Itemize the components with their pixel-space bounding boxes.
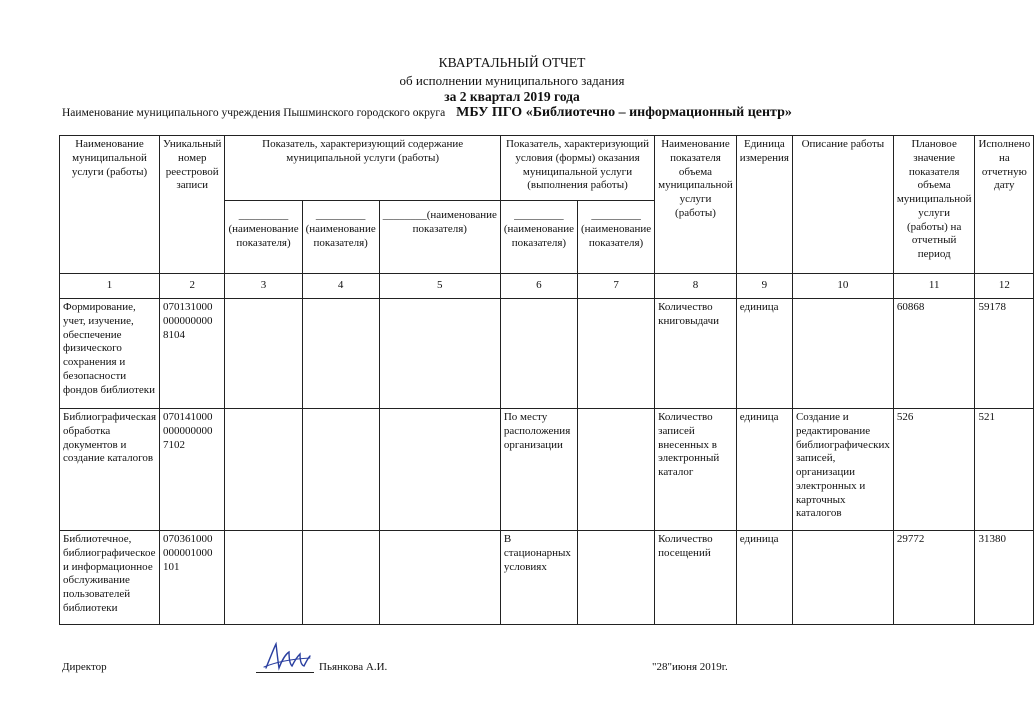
registry-number-part: 070361000: [163, 533, 213, 545]
content-indicator-3: [379, 409, 500, 531]
subheader-col7: _________ (наименование показателя): [578, 201, 655, 274]
subheader-col6: _________ (наименование показателя): [500, 201, 577, 274]
registry-number-part: 070141000: [163, 411, 213, 423]
institution-line: [62, 105, 792, 121]
report-date: "28"июня 2019г.: [652, 661, 728, 673]
conditions-indicator-2: [578, 299, 655, 409]
content-indicator-1: [225, 409, 302, 531]
report-table: [59, 135, 1034, 625]
work-description: [792, 299, 893, 409]
content-indicator-3: [379, 531, 500, 625]
report-period: за 2 квартал 2019 года: [444, 89, 580, 104]
header-volume-indicator: Наименование показателя объема муниципальной услуги (работы): [655, 136, 737, 274]
actual-value: 521: [975, 409, 1034, 531]
registry-number-part: 000000000: [163, 424, 213, 437]
header-actual-value: Исполнено на отчетную дату: [975, 136, 1034, 274]
column-number: 11: [893, 274, 975, 299]
column-number: 2: [160, 274, 225, 299]
header-registry-number: Уникальный номер реестровой записи: [160, 136, 225, 274]
header-conditions-indicator: Показатель, характеризующий условия (формы) оказания муниципальной услуги (выполнения работы): [500, 136, 654, 201]
volume-indicator: Количество посещений: [655, 531, 737, 625]
conditions-indicator-2: [578, 531, 655, 625]
registry-number: [160, 409, 225, 531]
header-planned-value: Плановое значение показателя объема муниципальной услуги (работы) на отчетный период: [893, 136, 975, 274]
content-indicator-2: [302, 531, 379, 625]
planned-value: 60868: [893, 299, 975, 409]
subheader-col3: _________ (наименование показателя): [225, 201, 302, 274]
conditions-indicator-1: [500, 299, 577, 409]
table-row: [60, 531, 1034, 625]
header-content-indicator: Показатель, характеризующий содержание муниципальной услуги (работы): [225, 136, 500, 201]
work-description: [792, 531, 893, 625]
table-row: [60, 409, 1034, 531]
header-row: [60, 136, 1034, 201]
column-number: 4: [302, 274, 379, 299]
actual-value: 59178: [975, 299, 1034, 409]
unit: единица: [736, 299, 792, 409]
registry-number: [160, 531, 225, 625]
registry-number-part: 101: [163, 560, 180, 573]
conditions-indicator-2: [578, 409, 655, 531]
conditions-indicator-1: В стационарных условиях: [500, 531, 577, 625]
column-number: 1: [60, 274, 160, 299]
header-service-name: Наименование муниципальной услуги (работы): [60, 136, 160, 274]
report-title: КВАРТАЛЬНЫЙ ОТЧЕТ: [438, 55, 586, 70]
content-indicator-2: [302, 299, 379, 409]
registry-number-part: 070131000: [163, 301, 213, 313]
registry-number-part: 7102: [163, 438, 186, 451]
work-description: Создание и редактирование библиографических записей, организации электронных и карточных каталогов: [792, 409, 893, 531]
column-number: 7: [578, 274, 655, 299]
unit: единица: [736, 409, 792, 531]
column-number: 9: [736, 274, 792, 299]
conditions-indicator-1: По месту расположения организации: [500, 409, 577, 531]
planned-value: 29772: [893, 531, 975, 625]
column-number: 10: [792, 274, 893, 299]
content-indicator-2: [302, 409, 379, 531]
volume-indicator: Количество записей внесенных в электронный каталог: [655, 409, 737, 531]
signer-name: Пьянкова А.И.: [319, 661, 388, 673]
header-work-description: Описание работы: [792, 136, 893, 274]
content-indicator-3: [379, 299, 500, 409]
content-indicator-1: [225, 531, 302, 625]
table-row: [60, 299, 1034, 409]
column-number: 8: [655, 274, 737, 299]
service-name: Формирование, учет, изучение, обеспечение физического сохранения и безопасности фондов библиотеки: [60, 299, 160, 409]
column-number: 3: [225, 274, 302, 299]
registry-number-part: 8104: [163, 328, 186, 341]
service-name: Библиографическая обработка документов и создание каталогов: [60, 409, 160, 531]
volume-indicator: Количество книговыдачи: [655, 299, 737, 409]
registry-number: [160, 299, 225, 409]
column-number: 6: [500, 274, 577, 299]
institution-name: МБУ ПГО «Библиотечно – информационный центр»: [456, 105, 792, 120]
director-label: Директор: [62, 661, 107, 673]
report-subtitle: об исполнении муниципального задания: [399, 73, 625, 88]
registry-number-part: 000000000: [163, 314, 213, 327]
subheader-col5: ________(наименование показателя): [379, 201, 500, 274]
registry-number-part: 000001000: [163, 546, 213, 559]
institution-label: Наименование муниципального учреждения Пышминского городского округа: [62, 107, 446, 119]
column-numbers-row: [60, 274, 1034, 299]
column-number: 12: [975, 274, 1034, 299]
signature-image: [262, 640, 312, 674]
subheader-col4: _________ (наименование показателя): [302, 201, 379, 274]
column-number: 5: [379, 274, 500, 299]
service-name: Библиотечное, библиографическое и информационное обслуживание пользователей библиотеки: [60, 531, 160, 625]
actual-value: 31380: [975, 531, 1034, 625]
content-indicator-1: [225, 299, 302, 409]
unit: единица: [736, 531, 792, 625]
planned-value: 526: [893, 409, 975, 531]
header-unit: Единица измерения: [736, 136, 792, 274]
